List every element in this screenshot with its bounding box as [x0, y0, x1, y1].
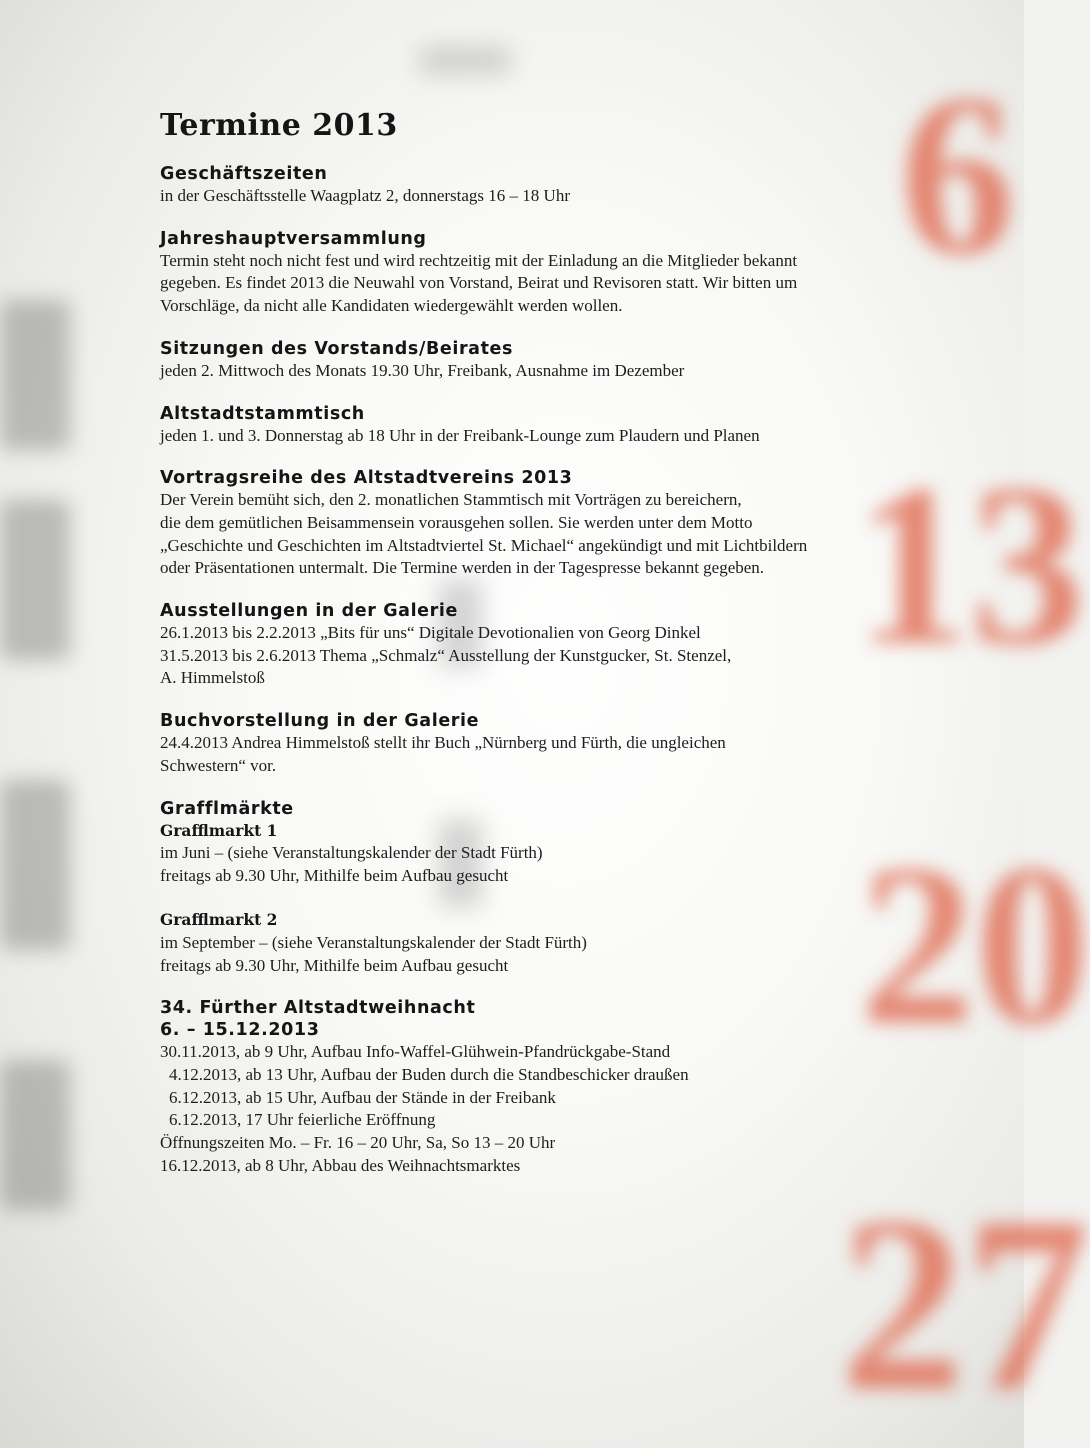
background-number-20: 20	[860, 817, 1090, 1072]
schedule-line: 6.12.2013, ab 15 Uhr, Aufbau der Stände in der Freibank	[169, 1087, 556, 1107]
section-heading: Sitzungen des Vorstands/Beirates	[160, 338, 514, 359]
spacer	[160, 887, 890, 909]
section-altstadtweihnacht	[160, 997, 890, 1177]
section	[160, 600, 890, 690]
market-title: Grafflmarkt 1	[160, 820, 278, 840]
section-line: jeden 2. Mittwoch des Monats 19.30 Uhr, Freibank, Ausnahme im Dezember	[160, 360, 685, 380]
section-line: Vorschläge, da nicht alle Kandidaten wiedergewählt werden wollen.	[160, 296, 623, 316]
section-line: „Geschichte und Geschichten im Altstadtviertel St. Michael“ angekündigt und mit Lichtbildern	[160, 535, 808, 555]
section	[160, 710, 890, 777]
market-line: freitags ab 9.30 Uhr, Mithilfe beim Aufbau gesucht	[160, 865, 509, 885]
section-line: in der Geschäftsstelle Waagplatz 2, donnerstags 16 – 18 Uhr	[160, 186, 570, 205]
background-number-27: 27	[840, 1166, 1090, 1443]
section-line: die dem gemütlichen Beisammensein vorausgehen sollen. Sie werden unter dem Motto	[160, 512, 753, 532]
weihnacht-dates: 6. – 15.12.2013	[160, 1020, 320, 1041]
schedule-line: Öffnungszeiten Mo. – Fr. 16 – 20 Uhr, Sa, So 13 – 20 Uhr	[160, 1133, 556, 1153]
market-line: im Juni – (siehe Veranstaltungskalender der Stadt Fürth)	[160, 843, 543, 863]
market-line: im September – (siehe Veranstaltungskalender der Stadt Fürth)	[160, 932, 587, 952]
sections-container	[160, 163, 890, 778]
background-stripe	[0, 780, 70, 950]
schedule-line: 16.12.2013, ab 8 Uhr, Abbau des Weihnachtsmarktes	[160, 1155, 521, 1175]
section-heading: Ausstellungen in der Galerie	[160, 601, 458, 622]
section-line: 26.1.2013 bis 2.2.2013 „Bits für uns“ Digitale Devotionalien von Georg Dinkel	[160, 623, 701, 643]
schedule-line: 30.11.2013, ab 9 Uhr, Aufbau Info-Waffel-Glühwein-Pfandrückgabe-Stand	[160, 1042, 671, 1062]
section-heading: Vortragsreihe des Altstadtvereins 2013	[160, 468, 573, 489]
section-line: Termin steht noch nicht fest und wird rechtzeitig mit der Einladung an die Mitglieder bekannt	[160, 250, 798, 270]
section-heading: Altstadtstammtisch	[160, 403, 365, 424]
section	[160, 228, 890, 318]
section-heading: Grafflmärkte	[160, 798, 294, 819]
schedule-line: 6.12.2013, 17 Uhr feierliche Eröffnung	[169, 1110, 436, 1130]
section-line: 31.5.2013 bis 2.6.2013 Thema „Schmalz“ Ausstellung der Kunstgucker, St. Stenzel,	[160, 645, 732, 665]
section	[160, 403, 890, 448]
section-heading: Geschäftszeiten	[160, 164, 328, 184]
market-title: Grafflmarkt 2	[160, 910, 278, 930]
background-stripe	[0, 500, 70, 660]
market-line: freitags ab 9.30 Uhr, Mithilfe beim Aufbau gesucht	[160, 955, 509, 975]
background-gray-mark: ▮	[430, 554, 491, 676]
section-line: oder Präsentationen untermalt. Die Termine werden in der Tagespresse bekannt gegeben.	[160, 558, 765, 578]
section-line: 24.4.2013 Andrea Himmelstoß stellt ihr Buch „Nürnberg und Fürth, die ungleichen	[160, 733, 726, 753]
section-heading: 34. Fürther Altstadtweihnacht	[160, 998, 476, 1019]
section	[160, 467, 890, 580]
section-line: Der Verein bemüht sich, den 2. monatlichen Stammtisch mit Vorträgen zu bereichern,	[160, 490, 742, 510]
section-line: jeden 1. und 3. Donnerstag ab 18 Uhr in der Freibank-Lounge zum Plaudern und Planen	[160, 425, 760, 445]
document-content	[160, 108, 890, 1198]
background-number-13: 13	[855, 437, 1085, 692]
section-line: Schwestern“ vor.	[160, 755, 277, 775]
background-gray-mark: ▮	[430, 794, 491, 916]
section	[160, 338, 890, 383]
section-grafflmaerkte	[160, 794, 890, 978]
background-stripe	[0, 1060, 70, 1210]
background-gray-mark: ▬	[420, 0, 510, 94]
background-number-6: 6	[900, 47, 1015, 302]
section-heading: Jahreshauptversammlung	[160, 228, 427, 249]
section-heading: Buchvorstellung in der Galerie	[160, 711, 480, 732]
section	[160, 163, 890, 208]
background-stripe	[0, 300, 70, 450]
section-line: A. Himmelstoß	[160, 668, 265, 688]
section-line: gegeben. Es findet 2013 die Neuwahl von Vorstand, Beirat und Revisoren statt. Wir bitten um	[160, 273, 798, 293]
page-title: Termine 2013	[160, 108, 398, 143]
schedule-line: 4.12.2013, ab 13 Uhr, Aufbau der Buden durch die Standbeschicker draußen	[169, 1065, 689, 1085]
